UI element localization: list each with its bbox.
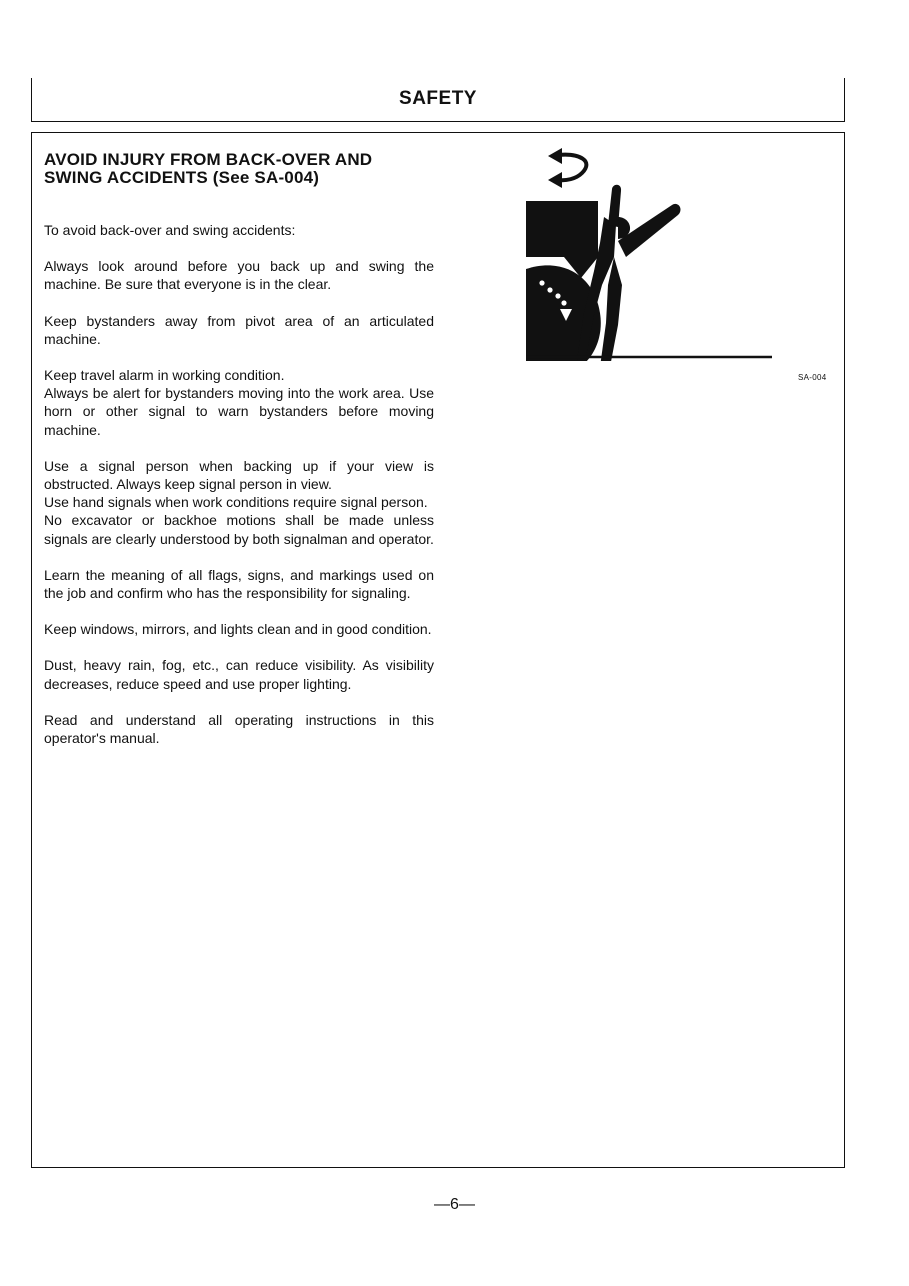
paragraph-group-alarm <box>44 366 434 439</box>
section-heading <box>44 151 436 187</box>
header-box <box>31 78 845 122</box>
paragraph-hand-signals: Use hand signals when work conditions require signal person. <box>44 494 428 511</box>
paragraph-excavator-motions: No excavator or backhoe motions shall be made unless signals are clearly understood by both signalman and operator. <box>44 512 434 547</box>
intro-paragraph: To avoid back-over and swing accidents: <box>44 222 296 238</box>
paragraph-signal-person: Use a signal person when backing up if your view is obstructed. Always keep signal person in view. <box>44 457 434 493</box>
page-title: SAFETY <box>399 88 477 109</box>
paragraph-bystanders-pivot: Keep bystanders away from pivot area of an articulated machine. <box>44 312 434 347</box>
section-body <box>44 221 434 765</box>
paragraph-read-manual: Read and understand all operating instructions in this operator's manual. <box>44 711 434 747</box>
paragraph-group-signals <box>44 457 434 548</box>
paragraph-travel-alarm: Keep travel alarm in working condition. <box>44 367 285 384</box>
paragraph-look-around: Always look around before you back up and swing the machine. Be sure that everyone is in the clear. <box>44 258 434 293</box>
figure-id-label: SA-004 <box>798 373 827 382</box>
section-heading-line-2: SWING ACCIDENTS (See SA-004) <box>44 168 320 187</box>
section-heading-line-1: AVOID INJURY FROM BACK-OVER AND <box>44 150 373 169</box>
page-number: —6— <box>434 1196 475 1213</box>
paragraph-windows-mirrors: Keep windows, mirrors, and lights clean and in good condition. <box>44 621 432 638</box>
paragraph-flags-signs: Learn the meaning of all flags, signs, and markings used on the job and confirm who has the responsibility for signaling. <box>44 566 434 602</box>
safety-section <box>31 132 845 1168</box>
paragraph-alert-bystanders: Always be alert for bystanders moving into the work area. Use horn or other signal to warn bystanders before moving machine. <box>44 385 434 438</box>
back-over-swing-hazard-icon <box>522 145 778 361</box>
paragraph-visibility: Dust, heavy rain, fog, etc., can reduce visibility. As visibility decreases, reduce speed and use proper lighting. <box>44 657 434 692</box>
